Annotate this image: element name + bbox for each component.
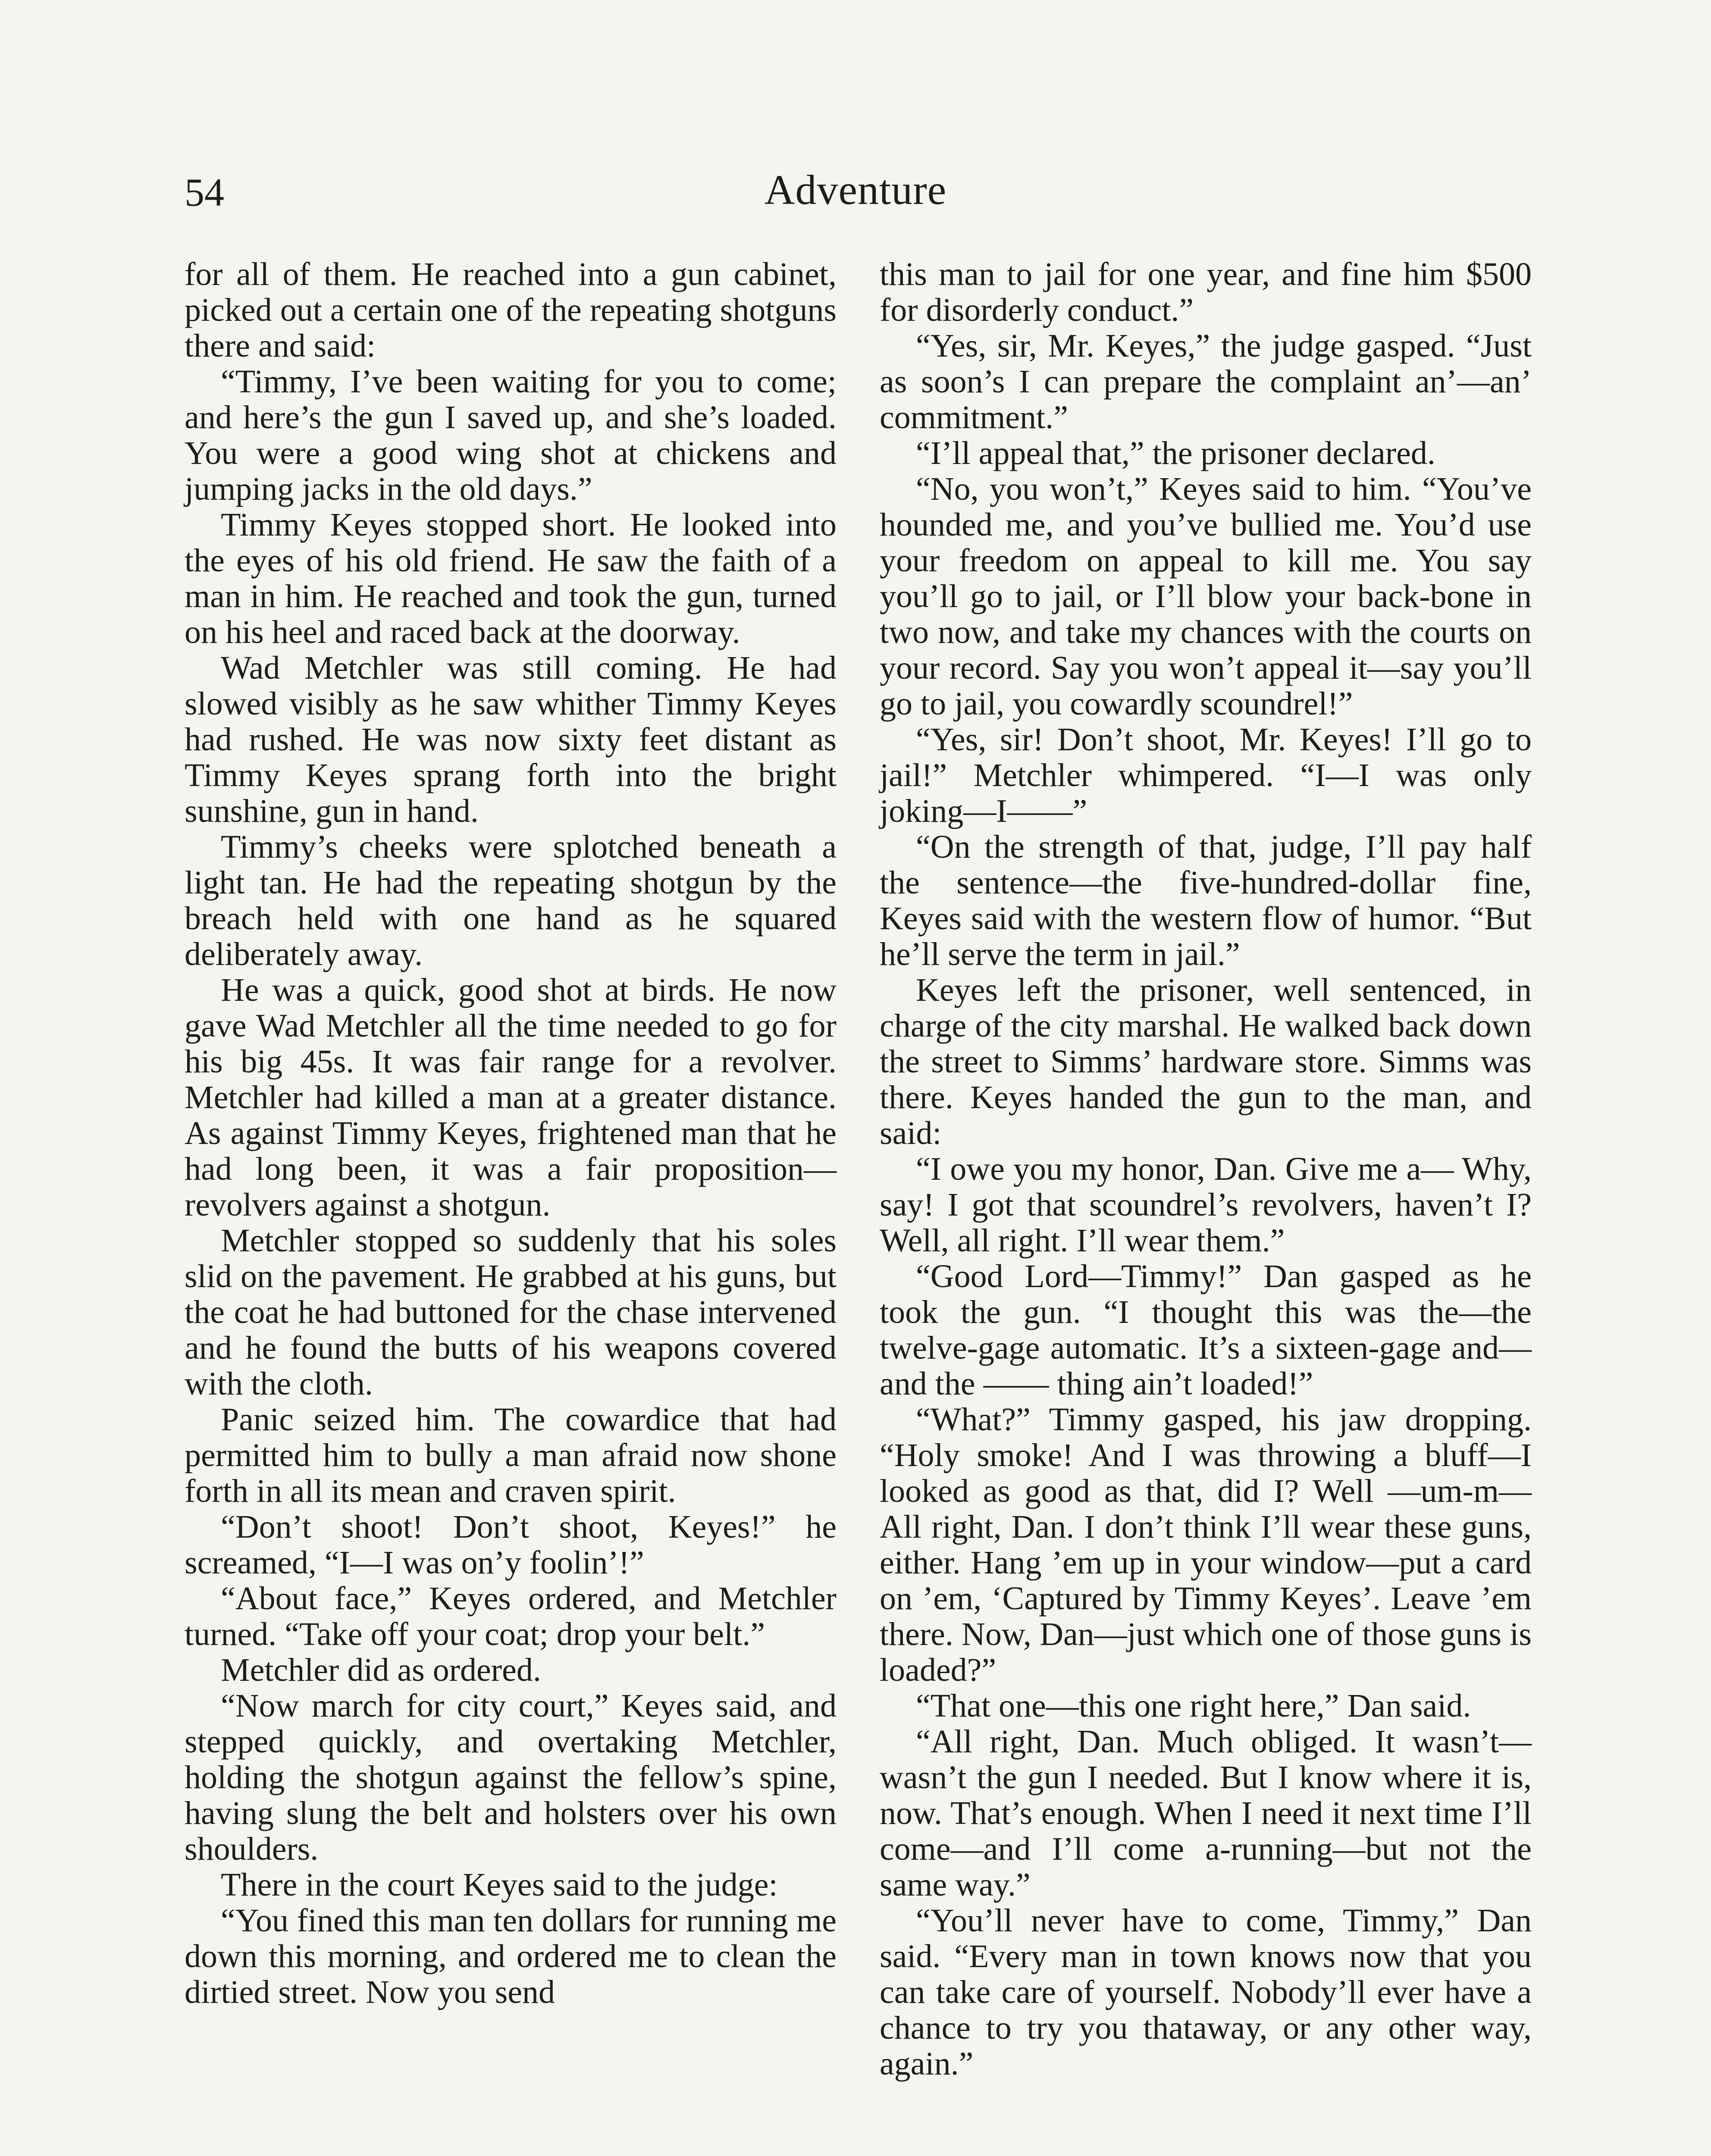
paragraph: “I’ll appeal that,” the prisoner declared. — [916, 435, 1435, 471]
paragraph: Timmy’s cheeks were splotched beneath a light tan. He had the repeating shotgun by the breach held with one hand as he squared deliberately away. — [185, 829, 837, 972]
paragraph: “You fined this man ten dollars for running me down this morning, and ordered me to clean the dirtied street. Now you send — [185, 1902, 837, 2010]
left-column — [185, 257, 837, 2010]
paragraph: for all of them. He reached into a gun cabinet, picked out a certain one of the repeating shotguns there and said: — [185, 256, 837, 364]
page-number: 54 — [185, 170, 224, 214]
paragraph: “Good Lord—Timmy!” Dan gasped as he took the gun. “I thought this was the—the twelve-gage automatic. It’s a sixteen-gage and—and the —— thing ain’t loaded!” — [880, 1258, 1532, 1402]
running-head: Adventure — [764, 167, 947, 213]
paragraph: Panic seized him. The cowardice that had permitted him to bully a man afraid now shone forth in all its mean and craven spirit. — [185, 1401, 837, 1509]
paragraph: There in the court Keyes said to the judge: — [221, 1867, 778, 1903]
paragraph: “About face,” Keyes ordered, and Metchler turned. “Take off your coat; drop your belt.” — [185, 1580, 837, 1652]
paragraph: this man to jail for one year, and fine him $500 for disorderly conduct.” — [880, 256, 1532, 328]
paragraph: Metchler stopped so suddenly that his soles slid on the pavement. He grabbed at his guns, but the coat he had buttoned for the chase intervened and he found the butts of his weapons covered with the cloth. — [185, 1222, 837, 1402]
right-column — [880, 257, 1532, 2082]
paragraph: He was a quick, good shot at birds. He now gave Wad Metchler all the time needed to go for his big 45s. It was fair range for a revolver. Metchler had killed a man at a greater distance. As against Timmy Keyes, frightened man that he had long been, it was a fair proposition—revolvers against a shotgun. — [185, 972, 837, 1223]
paragraph: Metchler did as ordered. — [221, 1652, 541, 1688]
paragraph: “On the strength of that, judge, I’ll pay half the sentence—the five-hundred-dollar fine, Keyes said with the western flow of humor. “But he’ll serve the term in jail.” — [880, 829, 1532, 972]
paragraph: Keyes left the prisoner, well sentenced, in charge of the city marshal. He walked back down the street to Simms’ hardware store. Simms was there. Keyes handed the gun to the man, and said: — [880, 972, 1532, 1151]
paragraph: “Now march for city court,” Keyes said, and stepped quickly, and overtaking Metchler, holding the shotgun against the fellow’s spine, having slung the belt and holsters over his own shoulders. — [185, 1688, 837, 1867]
paragraph: “What?” Timmy gasped, his jaw dropping. “Holy smoke! And I was throwing a bluff—I looked as good as that, did I? Well —um-m— All right, Dan. I don’t think I’ll wear these guns, either. Hang ’em up in your window—put a card on ’em, ‘Captured by Timmy Keyes’. Leave ’em there. Now, Dan—just which one of those guns is loaded?” — [880, 1401, 1532, 1688]
paragraph: “All right, Dan. Much obliged. It wasn’t—wasn’t the gun I needed. But I know where it is, now. That’s enough. When I need it next time I’ll come—and I’ll come a-running—but not the same way.” — [880, 1724, 1532, 1903]
paragraph: “I owe you my honor, Dan. Give me a— Why, say! I got that scoundrel’s revolvers, haven’t I? Well, all right. I’ll wear them.” — [880, 1151, 1532, 1259]
paragraph: “Yes, sir! Don’t shoot, Mr. Keyes! I’ll go to jail!” Metchler whimpered. “I—I was only joking—I——” — [880, 721, 1532, 829]
paragraph: Timmy Keyes stopped short. He looked into the eyes of his old friend. He saw the faith of a man in him. He reached and took the gun, turned on his heel and raced back at the doorway. — [185, 507, 837, 650]
paragraph: Wad Metchler was still coming. He had slowed visibly as he saw whither Timmy Keyes had rushed. He was now sixty feet distant as Timmy Keyes sprang forth into the bright sunshine, gun in hand. — [185, 650, 837, 829]
paragraph: “Don’t shoot! Don’t shoot, Keyes!” he screamed, “I—I was on’y foolin’!” — [185, 1509, 837, 1581]
paragraph: “No, you won’t,” Keyes said to him. “You’ve hounded me, and you’ve bullied me. You’d use your freedom on appeal to kill me. You say you’ll go to jail, or I’ll blow your back-bone in two now, and take my chances with the courts on your record. Say you won’t appeal it—say you’ll go to jail, you cowardly scoundrel!” — [880, 471, 1532, 722]
paragraph: “That one—this one right here,” Dan said. — [916, 1688, 1471, 1724]
paragraph: “You’ll never have to come, Timmy,” Dan said. “Every man in town knows now that you can take care of yourself. Nobody’ll ever have a chance to try you thataway, or any other way, again.” — [880, 1902, 1532, 2082]
paragraph: “Timmy, I’ve been waiting for you to come; and here’s the gun I saved up, and she’s loaded. You were a good wing shot at chickens and jumping jacks in the old days.” — [185, 364, 837, 507]
paragraph: “Yes, sir, Mr. Keyes,” the judge gasped. “Just as soon’s I can prepare the complaint an’—an’ commitment.” — [880, 328, 1532, 436]
